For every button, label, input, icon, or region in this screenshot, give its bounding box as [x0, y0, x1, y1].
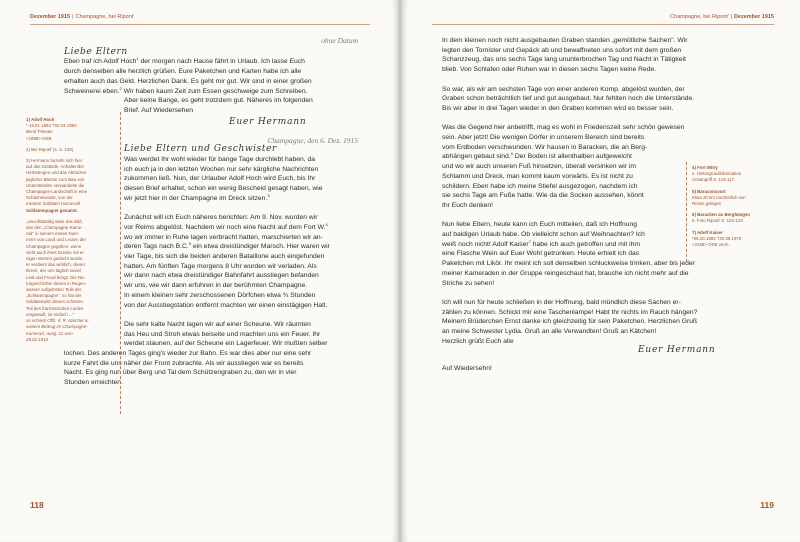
para-3-line: wir uns, wie wir dann erfuhren in der berühmten Champagne. — [124, 282, 308, 290]
note-1: 1) Adolf Hoch * 15.01.1893 †02.04.1950 Beruf Priester <1998> OSB — [26, 117, 77, 141]
closing-line: Auf Wiedersehn! — [442, 365, 492, 373]
para-2-line: ich euch ja in den letzten Wochen nur sehr kärgliche Nachrichten — [124, 165, 319, 173]
para-line: Schlamm und Dreck, man kommt kaum vorwärts. Es ist nicht zu — [442, 172, 633, 180]
para-line: Ihr Euch denken! — [442, 201, 494, 209]
para-line: Herzlich grüßt Euch alle — [442, 337, 514, 345]
para-4-line: das Heu und Stroh etwas beiseite und machten uns ein Feuer. Ihr — [124, 330, 321, 338]
para-line: meiner Kameraden in der Gruppe reingeschaut hat, brauche ich nicht mehr auf die — [442, 269, 689, 277]
para-1-line: Aber keine Bange, es geht trotzdem gut. Näheres im folgenden — [124, 97, 313, 105]
para-3-line: Zunächst will ich Euch näheres berichten: Am 9. Nov. wurden wir — [124, 214, 318, 222]
para-line: Graben schon beträchtlich tief und gut ausgebaut. Nur fehlten noch die Unterstände. — [442, 95, 695, 103]
para-line: eine Flasche Wein auf Euer Wohl getrunken. Heute erhielt ich das — [442, 250, 640, 258]
note-4: 4) Fort Witry s. Hintergrundinformation Cesangriff S. 116-117. — [692, 165, 742, 183]
para-line: Paketchen mit Likör. Ihr meint ich soll denselben schluckweise trinken, aber bis jeder — [442, 260, 695, 268]
para-4-line: kurze Fahrt die uns näher der Front zubrachte. Als wir ausstiegen war es bereits — [64, 359, 304, 367]
para-line: abhängen gebaut sind.$^6$ Der Boden ist allenthalben aufgeweicht — [442, 151, 632, 161]
para-line: schildern. Eben habe ich meine Stiefel ausgezogen, nachdem ich — [442, 182, 638, 190]
para-2-line: Was werdet Ihr wohl wieder für bange Tage durchlebt haben, da — [124, 156, 315, 164]
folio-left: 118 — [30, 500, 44, 510]
para-4-line: werdet staunen, auf der Scheune ein Lagerfeuer. Wir mußten selber — [124, 340, 328, 348]
para-line: Nun liebe Eltern, heute kann ich Euch mitteilen, daß ich Hoffnung — [442, 221, 637, 229]
para-1-line: Eben traf ich Adolf Hoch$^1$ der morgen nach Hause fährt in Urlaub. Ich lasse Euch — [64, 56, 305, 66]
running-head-left: Dezember 1915 | Champagne, bei Riponť — [30, 14, 134, 20]
para-line: Bis wir aber in drei Tagen wieder in den Graben kommen wird es besser sein. — [442, 104, 674, 112]
note-quote: „Unvollständig wäre das Bild, das den „Champagne-Kame- rad" in seinem ersten Num- mern von Land und Leuten der Champagne gegeben, wenn nicht auch ihres Drecks mit ei- nigen Worten gedacht würde; er verdient das wirklich, dieser Dreck, der uns täglich soviel Leid und Freud bringt. Die Na- turgeschichte dieses in Regen- wasser aufgelösten Teils der „Schlammpagne", so hat der Soldatenwitz diesen schönen Teil des französischen Liedes umgetauft, ist einfach ..." so schrieb Offz. d. R. Narcher in seinem Beitrag im Champagne- Kamerad, Ausg. 11 vom 28.02.1916 — [26, 218, 89, 342]
para-3-line: wir dann nach etwa dreistündiger Bahnfahrt ausstiegen befanden — [124, 272, 319, 280]
running-head-date: Dezember 1915 — [30, 14, 71, 20]
para-2-line: wir jetzt hier in der Champagne im Dreck sitzen.$^3$ — [124, 192, 270, 202]
para-2-line: zukommen ließ. Nun, der Urlauber Adolf Hoch wird Euch, bis Ihr — [124, 175, 316, 183]
running-head-right: Champagne, bei Riponť | Dezember 1915 — [670, 14, 774, 20]
note-2: 2) Bei Riponť (s. S. 120) — [26, 146, 74, 152]
para-1-line: durch denselben alle herzlich grüßen. Eure Paketchen und Karten habe ich alle — [64, 68, 302, 76]
header-rule — [30, 24, 370, 25]
signature-2: Euer Hermann — [638, 345, 716, 356]
note-5: 5) Baraconcourt Etwa 20 km nordöstlich von Reims gelegen — [692, 188, 746, 207]
para-3-line: deren Tags nach B.C.$^5$ ein etwa dreistündiger Marsch. Hier waren wir — [124, 241, 330, 251]
para-3-line: wo wir immer in Ruhe lagen verbracht hatten, marschierten wir an- — [124, 233, 323, 241]
running-head-place: Champagne, bei Riponť — [75, 14, 134, 20]
para-1-line: Schweinerei eben.$^2$ Wir haben kaum Zeit zum Essen geschweige zum Schreiben. — [64, 85, 308, 95]
para-line: legten den Tornister und Gepäck ab und bewaffneten uns sofort mit dem großen — [442, 46, 682, 54]
para-line: zählen zu können. Schickt mir eine Taschenlampe! Habt Ihr nichts im Rauch hängen? — [442, 308, 698, 316]
para-line: vom Erdboden verschwunden. Wir hausen in Baracken, die an Berg- — [442, 143, 648, 151]
left-page — [0, 0, 398, 542]
para-line: So war, als wir am sechsten Tage von einer anderen Komp. abgelöst wurden, der — [442, 85, 685, 93]
para-line: Striche zu sehen! — [442, 279, 495, 287]
para-3-line: vier Tage, bis sich die beiden anderen Bataillone auch eingefunden — [124, 253, 325, 261]
running-head-date: Dezember 1915 — [733, 14, 774, 20]
para-4-line: Stunden erreichten. — [64, 379, 123, 387]
para-line: In dem kleinen noch nicht ausgebauten Graben standen „gemütliche Sachen". Wir — [442, 37, 688, 44]
notes-divider — [686, 162, 687, 262]
para-line: sie sechs Tage am Fuße hatte. Wie da die Socken aussehen, könnt — [442, 192, 644, 200]
para-1-line: erhalten auch das Geld. Herzlichen Dank. Es geht mir gut. Wir sind in einer großen — [64, 77, 312, 85]
para-4-line: Nacht. Es ging nun über Berg und Tal dem Schützengraben zu, den wir in vier — [64, 369, 297, 377]
note-7: 7) Adolf Kaiser *05.10.1892 †20.09.1970 <2268> OSB verm. — [692, 229, 742, 248]
right-margin-notes — [692, 165, 788, 253]
salutation-1: Liebe Eltern — [64, 46, 128, 57]
para-line: blieb. Von Schlafen oder Ruhen war in diesen sechs Tagen keine Rede. — [442, 66, 657, 74]
signature-1: Euer Hermann — [229, 116, 307, 127]
para-line: Was die Gegend hier anbetrifft, mag es wohl in Friedenszeit sehr schön gewesen — [442, 124, 685, 132]
para-4-line: lochen. Des anderen Tages ging's wieder zur Bahn. Es war dies aber nur eine sehr — [64, 350, 312, 358]
para-3-line: vor Reims abgelöst. Nachdem wir noch eine Nacht auf dem Fort W.$^4$ — [124, 221, 328, 231]
para-3-line: hatten. Am fünften Tage morgens 8 Uhr wurden wir verladen. Als — [124, 262, 317, 270]
para-line: auf baldigen Urlaub habe. Ob vielleicht schon auf Weihnachten? Ich — [442, 231, 645, 239]
para-1-line: Brief. Auf Wiedersehen — [124, 106, 194, 114]
running-head-place: Champagne, bei Riponť — [670, 14, 729, 20]
para-line: weiß noch nicht! Adolf Kaiser$^7$ habe ich auch getroffen und mit ihm — [442, 238, 640, 248]
header-rule — [432, 24, 774, 25]
notes-divider — [120, 112, 121, 414]
note-3: 3) Hermann bezieht sich hier auf das Gelände. Anhaltender Herbstregen und das Abholzen jeglicher Bäume zum Bau von Unterständen verwandelte die Champagne-Landschaft in eine Schlammwüste, von der meisten Soldaten humorvoll Schlammpagne genannt. — [26, 158, 88, 213]
para-line: sein. Aber jetzt! Die wenigen Dörfer in unserem Bereich sind bereits — [442, 134, 645, 141]
para-3-line: In einem kleinen sehr zerschossenen Dörfchen etwa ¾ Stunden — [124, 291, 316, 299]
dateline-undated: ohne Datum — [321, 36, 358, 45]
para-4-line: Die sehr kalte Nacht lagen wir auf einer Scheune. Wir räumten — [124, 320, 311, 328]
salutation-2: Liebe Eltern und Geschwister — [124, 144, 277, 155]
para-line: an meine Schwester Lydia. Gruß an alle Verwandten! Gruß an Kätchen! — [442, 328, 657, 336]
para-line: Schanzzeug, das uns sechs Tage lang ununterbrochen Tag und Nacht in Tätigkeit — [442, 56, 686, 64]
para-3-line: von der Ausstiegstation entfernt machten wir einen einstägigen Halt. — [124, 301, 328, 309]
para-line: Ich will nun für heute schließen in der Hoffnung, bald mündlich diese Sachen er- — [442, 298, 681, 306]
right-page — [402, 0, 800, 542]
para-2-line: diesen Brief erhaltet, schon ein wenig Bescheid gesagt haben, wie — [124, 185, 323, 193]
para-line: Meinem Brüderchen Ernst danke ich gleichzeitig für sein Paketchen. Herzlichen Gruß — [442, 318, 698, 326]
note-6: 6) Baracken an Berghängen 6. Foto Riponť S. 122-123 — [692, 212, 751, 224]
dateline-dec6: Champagne, den 6. Dez. 1915 — [267, 135, 358, 145]
left-margin-notes — [26, 117, 116, 348]
para-line: und wo wir auch unseren Fuß hinsetzen, überall versinken wir im — [442, 163, 636, 171]
folio-right: 119 — [760, 500, 774, 510]
